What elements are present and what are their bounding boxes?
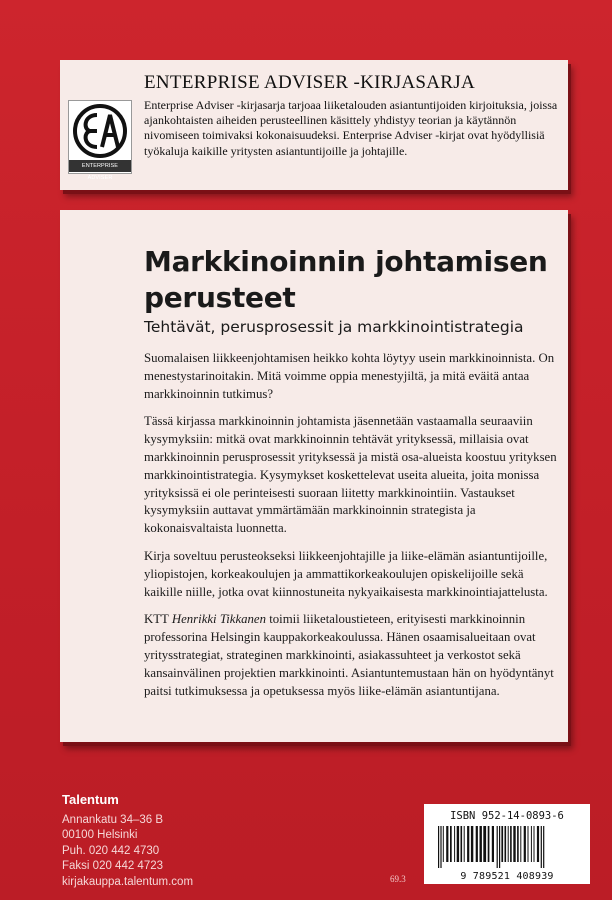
book-title: Markkinoinnin johtamisen perusteet bbox=[144, 245, 548, 314]
publisher-info bbox=[62, 792, 193, 890]
isbn-barcode bbox=[424, 804, 590, 884]
author-name: Henrikki Tikkanen bbox=[171, 612, 267, 627]
ea-monogram-icon bbox=[69, 101, 131, 161]
series-title: ENTERPRISE ADVISER -KIRJASARJA bbox=[144, 72, 475, 93]
publisher-address-line: 00100 Helsinki bbox=[62, 829, 138, 842]
blurb-paragraph: Kirja soveltuu perusteokseksi liikkeenjohtajille ja liike-elämän asiantuntijoille, yliopistojen, korkeakoulujen ja ammattikorkeakoulujen opiskelijoille sekä kaikille niille, jotka ovat kiinnostuneita nykyaikaisesta markkinointiajattelusta. bbox=[144, 548, 548, 599]
blurb-paragraph: Tässä kirjassa markkinoinnin johtamista jäsennetään vastaamalla seuraaviin kysymyksiin: mitkä ovat markkinoinnin tehtävät yrityksessä, millaisia ovat markkinoinnin perusprosessit yrityksessä ja mistä osa-alueista koostuu yrityksen markkinointistrategia. Kysymykset koskettelevat useita alueita, joita monissa yrityksissä ei ole perinteisesti suoraan liitetty markkinointiin. Vastaukset kysymyksiin auttavat ymmärtämään markkinoinnin strategista ja kokonaisvaltaista luonnetta. bbox=[144, 414, 557, 536]
barcode-digits: 9 789521 408939 bbox=[460, 871, 554, 882]
publisher-name: Talentum bbox=[62, 792, 119, 807]
author-bio: toimii liiketaloustieteen, erityisesti markkinoinnin professorina Helsingin kauppakorkeakoulussa. Hänen osaamisalueitaan ovat yritysstrategiat, strateginen markkinointi, asiakassuhteet ja verkostot sekä kansainvälinen projektien markkinointi. Asiantuntemustaan hän on hyödyntänyt paitsi tutkimuksessa ja opetuksessa myös liike-elämän asiantuntijana. bbox=[144, 612, 554, 698]
author-degree: KTT bbox=[144, 612, 172, 627]
author-paragraph bbox=[144, 611, 564, 700]
series-info-panel bbox=[60, 60, 568, 190]
book-description-panel bbox=[60, 210, 568, 742]
publisher-website: kirjakauppa.talentum.com bbox=[62, 875, 194, 888]
book-subtitle: Tehtävät, perusprosessit ja markkinointistrategia bbox=[144, 318, 524, 336]
publisher-address-line: Annankatu 34–36 B bbox=[62, 814, 164, 826]
publisher-phone: Puh. 020 442 4730 bbox=[62, 844, 160, 857]
enterprise-adviser-logo bbox=[68, 100, 132, 181]
barcode-bars-icon bbox=[438, 826, 576, 868]
blurb-paragraph: Suomalaisen liikkeenjohtamisen heikko kohta löytyy usein markkinoinnista. On menestystarinoitakin. Mitä voimme oppia menestyjiltä, ja mitä eväitä antaa markkinoinnin tutkimus? bbox=[144, 351, 555, 401]
logo-label: ENTERPRISE ADVISER bbox=[69, 160, 131, 172]
publisher-fax: Faksi 020 442 4723 bbox=[62, 860, 164, 873]
series-description: Enterprise Adviser -kirjasarja tarjoaa liiketalouden asiantuntijoiden kirjoituksia, joissa ajankohtaisten aiheiden perusteellinen käsittely yhdistyy teorian ja käytännön nivomiseen toimivaksi kokonaisuudeksi. Enterprise Adviser -kirjat ovat hyödyllisiä työkaluja kaikille yritysten asiantuntijoille ja johtajille. bbox=[144, 98, 558, 158]
price-code: 69.3 bbox=[390, 874, 406, 884]
isbn-label: ISBN 952-14-0893-6 bbox=[450, 810, 564, 822]
blurb-text bbox=[144, 350, 564, 710]
